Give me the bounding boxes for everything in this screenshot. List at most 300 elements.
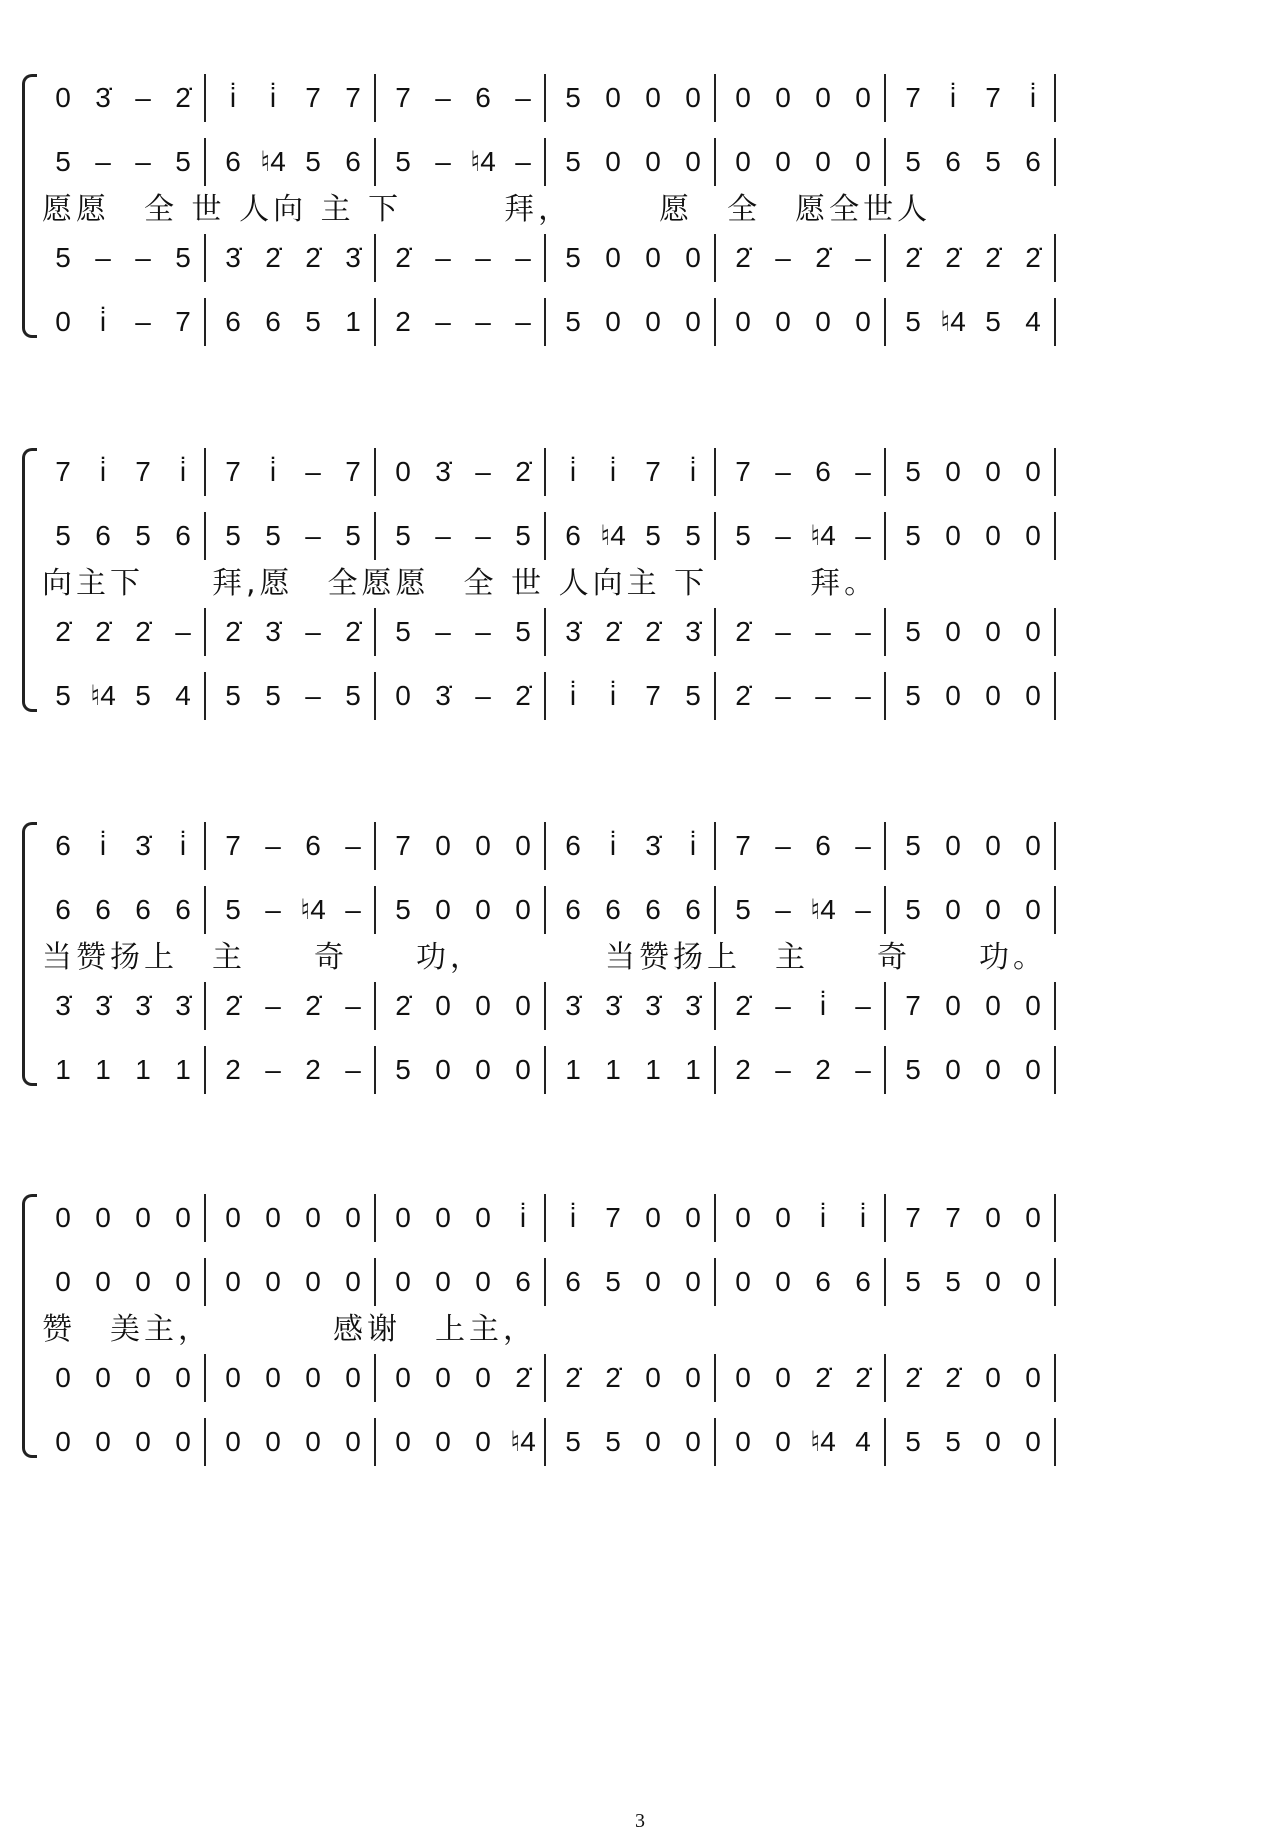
- note: –: [855, 1054, 871, 1085]
- note: –: [345, 894, 361, 925]
- measure: [388, 612, 558, 652]
- note: 0: [985, 1266, 1001, 1297]
- note: 0: [815, 82, 831, 113]
- note: 7: [645, 680, 661, 711]
- measure: [218, 452, 388, 492]
- measure: [218, 1262, 388, 1302]
- note: –: [345, 1054, 361, 1085]
- note: 5: [565, 1426, 581, 1457]
- note: 0: [1025, 1426, 1041, 1457]
- note: 5: [905, 306, 921, 337]
- note: 6: [565, 830, 581, 861]
- note: 7: [55, 456, 71, 487]
- note: –: [135, 146, 151, 177]
- note: 0: [855, 82, 871, 113]
- note: 2̇: [225, 990, 241, 1021]
- note: 0: [345, 1426, 361, 1457]
- measure: [48, 1050, 218, 1090]
- barline: [544, 512, 546, 560]
- note: i̇: [179, 456, 187, 487]
- note: 6: [855, 1266, 871, 1297]
- note: 0: [735, 1426, 751, 1457]
- measure: [388, 1358, 558, 1398]
- measure: [728, 1422, 898, 1462]
- lyric-line: [42, 938, 1258, 978]
- note: i̇: [819, 990, 827, 1021]
- measure: [558, 826, 728, 866]
- note: 0: [985, 830, 1001, 861]
- note: –: [855, 894, 871, 925]
- note: 0: [945, 830, 961, 861]
- note: 0: [605, 146, 621, 177]
- note: i̇: [269, 82, 277, 113]
- voice-part-row: [48, 142, 1258, 182]
- note: –: [775, 894, 791, 925]
- voice-part-row: [48, 1358, 1258, 1398]
- note: i̇: [229, 82, 237, 113]
- note: –: [855, 520, 871, 551]
- note: 7: [395, 830, 411, 861]
- note: 5: [905, 680, 921, 711]
- score-system: [0, 826, 1280, 1096]
- note: –: [305, 456, 321, 487]
- measure: [48, 890, 218, 930]
- note: 5: [905, 616, 921, 647]
- measure: [558, 676, 728, 716]
- note: 1: [135, 1054, 151, 1085]
- note: 1: [605, 1054, 621, 1085]
- barline: [884, 1418, 886, 1466]
- barline: [544, 448, 546, 496]
- measure: [558, 302, 728, 342]
- barline: [884, 1046, 886, 1094]
- note: 0: [95, 1266, 111, 1297]
- note: 0: [395, 680, 411, 711]
- note: ♮4: [470, 146, 496, 177]
- note: ♮4: [940, 306, 966, 337]
- note: 0: [645, 82, 661, 113]
- lyric-text: 赞 美主， 感谢 上主，: [42, 1312, 537, 1347]
- measure: [48, 676, 218, 716]
- note: 0: [395, 1266, 411, 1297]
- note: –: [775, 1054, 791, 1085]
- measure: [48, 986, 218, 1026]
- note: 1: [345, 306, 361, 337]
- note: 6: [175, 894, 191, 925]
- note: 0: [985, 616, 1001, 647]
- note: 5: [565, 242, 581, 273]
- note: ♮4: [810, 894, 836, 925]
- note: 0: [175, 1202, 191, 1233]
- note: 0: [345, 1362, 361, 1393]
- measure: [48, 302, 218, 342]
- system-bracket: [22, 822, 37, 1086]
- note: 5: [395, 1054, 411, 1085]
- note: 0: [1025, 894, 1041, 925]
- note: 0: [435, 830, 451, 861]
- note: 6: [565, 894, 581, 925]
- note: 0: [815, 146, 831, 177]
- barline: [714, 298, 716, 346]
- measure: [48, 612, 218, 652]
- note: –: [135, 306, 151, 337]
- barline: [884, 608, 886, 656]
- note: i̇: [179, 830, 187, 861]
- note: 4: [1025, 306, 1041, 337]
- measure: [218, 890, 388, 930]
- note: 1: [55, 1054, 71, 1085]
- note: –: [815, 680, 831, 711]
- note: 5: [735, 894, 751, 925]
- lyric-text: 愿愿 全 世 人向 主 下 拜， 愿 全 愿全世人: [42, 192, 932, 227]
- note: 7: [645, 456, 661, 487]
- note: i̇: [519, 1202, 527, 1233]
- note: 0: [1025, 456, 1041, 487]
- barline: [1054, 608, 1056, 656]
- measure: [218, 78, 388, 118]
- barline: [544, 138, 546, 186]
- barline: [884, 234, 886, 282]
- note: i̇: [99, 306, 107, 337]
- note: 0: [775, 1266, 791, 1297]
- note: 0: [55, 306, 71, 337]
- note: 2̇: [905, 1362, 921, 1393]
- measure: [48, 1262, 218, 1302]
- note: 3̇: [645, 830, 661, 861]
- system-bracket: [22, 1194, 37, 1458]
- note: i̇: [99, 456, 107, 487]
- note: 3̇: [565, 990, 581, 1021]
- note: 2̇: [735, 680, 751, 711]
- voice-part-row: [48, 302, 1258, 342]
- note: 0: [225, 1202, 241, 1233]
- note: 3̇: [435, 680, 451, 711]
- note: 2̇: [905, 242, 921, 273]
- note: 5: [225, 894, 241, 925]
- measure: [388, 78, 558, 118]
- measure: [388, 238, 558, 278]
- note: 5: [905, 830, 921, 861]
- note: 0: [645, 242, 661, 273]
- note: –: [265, 894, 281, 925]
- note: 0: [645, 1362, 661, 1393]
- note: ♮4: [600, 520, 626, 551]
- note: 0: [775, 306, 791, 337]
- measure: [48, 142, 218, 182]
- barline: [204, 672, 206, 720]
- note: 0: [515, 830, 531, 861]
- measure: [218, 1358, 388, 1398]
- measure: [898, 1050, 1068, 1090]
- note: 0: [685, 82, 701, 113]
- note: 1: [565, 1054, 581, 1085]
- note: 0: [515, 1054, 531, 1085]
- note: –: [855, 456, 871, 487]
- note: –: [775, 680, 791, 711]
- measure: [558, 452, 728, 492]
- note: 0: [775, 1426, 791, 1457]
- note: 0: [475, 1266, 491, 1297]
- note: 0: [515, 894, 531, 925]
- voice-part-row: [48, 1262, 1258, 1302]
- note: i̇: [609, 456, 617, 487]
- barline: [714, 822, 716, 870]
- note: 1: [95, 1054, 111, 1085]
- note: 0: [645, 146, 661, 177]
- barline: [204, 1194, 206, 1242]
- barline: [204, 822, 206, 870]
- note: –: [475, 242, 491, 273]
- note: 5: [135, 520, 151, 551]
- note: 0: [515, 990, 531, 1021]
- barline: [1054, 1194, 1056, 1242]
- barline: [544, 822, 546, 870]
- measure: [728, 452, 898, 492]
- barline: [714, 1046, 716, 1094]
- measure: [388, 826, 558, 866]
- note: 0: [305, 1202, 321, 1233]
- note: –: [475, 520, 491, 551]
- barline: [544, 982, 546, 1030]
- note: 2̇: [855, 1362, 871, 1393]
- measure: [388, 1198, 558, 1238]
- barline: [1054, 138, 1056, 186]
- note: 0: [815, 306, 831, 337]
- note: 5: [395, 146, 411, 177]
- note: 0: [645, 1202, 661, 1233]
- note: –: [265, 1054, 281, 1085]
- note: 6: [685, 894, 701, 925]
- note: 0: [985, 894, 1001, 925]
- barline: [544, 608, 546, 656]
- barline: [544, 886, 546, 934]
- barline: [884, 1258, 886, 1306]
- note: 3̇: [95, 82, 111, 113]
- note: 0: [735, 1362, 751, 1393]
- measure: [48, 1422, 218, 1462]
- measure: [898, 1422, 1068, 1462]
- score-system: [0, 452, 1280, 722]
- note: 0: [475, 1202, 491, 1233]
- note: –: [435, 306, 451, 337]
- barline: [1054, 74, 1056, 122]
- note: 0: [395, 456, 411, 487]
- note: –: [515, 146, 531, 177]
- note: 0: [1025, 990, 1041, 1021]
- note: –: [815, 616, 831, 647]
- barline: [374, 1258, 376, 1306]
- note: 0: [435, 1266, 451, 1297]
- barline: [1054, 512, 1056, 560]
- note: ♮4: [260, 146, 286, 177]
- barline: [1054, 822, 1056, 870]
- note: 0: [305, 1266, 321, 1297]
- barline: [1054, 298, 1056, 346]
- system-bracket: [22, 74, 37, 338]
- note: 2̇: [225, 616, 241, 647]
- note: –: [265, 830, 281, 861]
- note: 3̇: [265, 616, 281, 647]
- note: 5: [515, 616, 531, 647]
- measure: [728, 238, 898, 278]
- note: 3̇: [435, 456, 451, 487]
- note: 0: [435, 990, 451, 1021]
- barline: [714, 448, 716, 496]
- note: 2̇: [345, 616, 361, 647]
- note: i̇: [689, 830, 697, 861]
- note: –: [855, 830, 871, 861]
- note: 2̇: [305, 990, 321, 1021]
- note: 0: [55, 1202, 71, 1233]
- measure: [898, 78, 1068, 118]
- note: 0: [1025, 1266, 1041, 1297]
- note: i̇: [819, 1202, 827, 1233]
- note: 0: [735, 146, 751, 177]
- note: 2̇: [645, 616, 661, 647]
- note: 0: [265, 1362, 281, 1393]
- barline: [204, 1354, 206, 1402]
- barline: [374, 886, 376, 934]
- note: 7: [135, 456, 151, 487]
- barline: [714, 1194, 716, 1242]
- note: 7: [735, 456, 751, 487]
- note: 5: [265, 520, 281, 551]
- note: 2̇: [735, 242, 751, 273]
- barline: [204, 298, 206, 346]
- barline: [544, 298, 546, 346]
- voice-part-row: [48, 612, 1258, 652]
- note: 4: [175, 680, 191, 711]
- note: 6: [565, 520, 581, 551]
- note: 0: [945, 680, 961, 711]
- measure: [48, 516, 218, 556]
- measure: [898, 238, 1068, 278]
- note: 2̇: [565, 1362, 581, 1393]
- note: 0: [685, 1426, 701, 1457]
- barline: [1054, 886, 1056, 934]
- barline: [884, 1354, 886, 1402]
- measure: [558, 238, 728, 278]
- note: 0: [1025, 520, 1041, 551]
- note: –: [435, 146, 451, 177]
- note: –: [305, 616, 321, 647]
- measure: [218, 826, 388, 866]
- note: –: [515, 242, 531, 273]
- note: 0: [775, 1202, 791, 1233]
- voice-part-row: [48, 1422, 1258, 1462]
- note: 0: [265, 1202, 281, 1233]
- note: 2̇: [515, 456, 531, 487]
- note: 0: [685, 146, 701, 177]
- voice-part-row: [48, 238, 1258, 278]
- page-number: 3: [635, 1810, 645, 1832]
- note: –: [305, 520, 321, 551]
- barline: [204, 608, 206, 656]
- note: 0: [855, 306, 871, 337]
- measure: [218, 986, 388, 1026]
- barline: [1054, 982, 1056, 1030]
- note: 0: [1025, 1202, 1041, 1233]
- note: 0: [435, 1054, 451, 1085]
- note: 0: [1025, 616, 1041, 647]
- note: 3̇: [605, 990, 621, 1021]
- note: 0: [175, 1426, 191, 1457]
- measure: [218, 1422, 388, 1462]
- note: –: [475, 456, 491, 487]
- note: 6: [345, 146, 361, 177]
- note: 0: [775, 82, 791, 113]
- note: ♮4: [810, 1426, 836, 1457]
- note: –: [475, 616, 491, 647]
- voice-part-row: [48, 676, 1258, 716]
- note: 5: [55, 680, 71, 711]
- note: –: [775, 242, 791, 273]
- measure: [48, 78, 218, 118]
- note: 0: [475, 1362, 491, 1393]
- note: –: [345, 830, 361, 861]
- note: 2̇: [95, 616, 111, 647]
- note: 0: [985, 1054, 1001, 1085]
- measure: [728, 1050, 898, 1090]
- voice-part-row: [48, 1198, 1258, 1238]
- barline: [544, 1046, 546, 1094]
- note: 0: [265, 1266, 281, 1297]
- note: 7: [345, 82, 361, 113]
- barline: [204, 234, 206, 282]
- measure: [558, 1050, 728, 1090]
- barline: [374, 74, 376, 122]
- barline: [544, 1258, 546, 1306]
- note: 6: [645, 894, 661, 925]
- note: 0: [345, 1266, 361, 1297]
- note: 0: [55, 1266, 71, 1297]
- barline: [884, 982, 886, 1030]
- barline: [374, 298, 376, 346]
- note: 6: [475, 82, 491, 113]
- voice-part-row: [48, 78, 1258, 118]
- measure: [558, 142, 728, 182]
- note: 5: [395, 894, 411, 925]
- barline: [714, 1258, 716, 1306]
- measure: [558, 986, 728, 1026]
- note: –: [855, 680, 871, 711]
- note: 5: [175, 242, 191, 273]
- note: 3̇: [345, 242, 361, 273]
- note: 0: [135, 1426, 151, 1457]
- barline: [884, 822, 886, 870]
- measure: [388, 1422, 558, 1462]
- note: 0: [855, 146, 871, 177]
- note: 0: [135, 1362, 151, 1393]
- measure: [558, 1358, 728, 1398]
- note: 2̇: [395, 242, 411, 273]
- barline: [884, 298, 886, 346]
- note: –: [435, 242, 451, 273]
- measure: [48, 1198, 218, 1238]
- note: 0: [735, 1266, 751, 1297]
- barline: [374, 822, 376, 870]
- note: 5: [605, 1426, 621, 1457]
- note: 0: [175, 1362, 191, 1393]
- barline: [544, 672, 546, 720]
- note: 6: [175, 520, 191, 551]
- barline: [714, 234, 716, 282]
- note: 2̇: [515, 680, 531, 711]
- note: 7: [225, 830, 241, 861]
- note: 2̇: [985, 242, 1001, 273]
- note: 6: [55, 894, 71, 925]
- measure: [558, 1422, 728, 1462]
